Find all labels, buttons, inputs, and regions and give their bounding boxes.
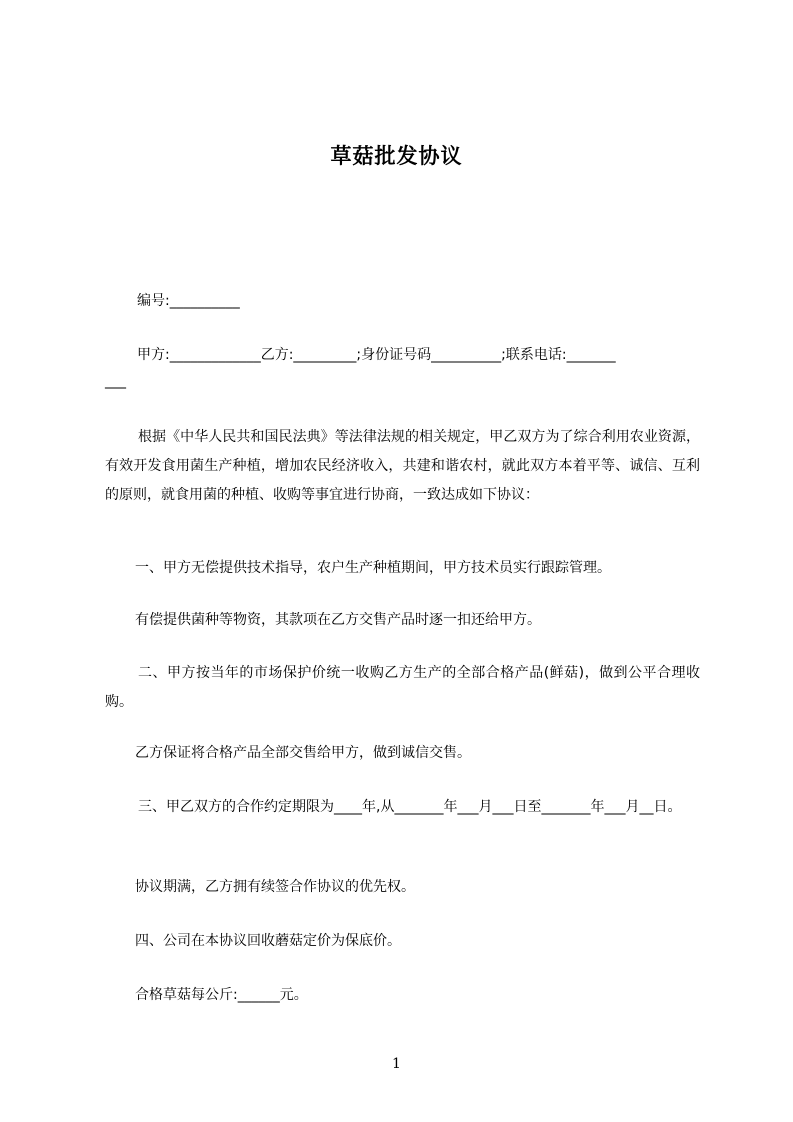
clause-1-supplement: 有偿提供菌种等物资，其款项在乙方交售产品时逐一扣还给甲方。 [135, 612, 541, 628]
clause-2-supplement: 乙方保证将合格产品全部交售给甲方，做到诚信交售。 [135, 745, 471, 761]
preamble-paragraph: 根据《中华人民共和国民法典》等法律法规的相关规定，甲乙双方为了综合利用农业资源，有效开发食用菌生产种植，增加农民经济收入，共建和谐农村，就此双方本着平等、诚信、互利的原则，就食用菌的种植、收购等事宜进行协商，一致达成如下协议： [105, 429, 700, 503]
number-line: 编号:__________ [137, 293, 240, 309]
page-number: 1 [392, 1056, 401, 1072]
clause-2: 二、甲方按当年的市场保护价统一收购乙方生产的全部合格产品(鲜菇)，做到公平合理收购。 [105, 665, 700, 710]
clause-4: 四、公司在本协议回收蘑菇定价为保底价。 [135, 933, 401, 949]
clause-3-supplement: 协议期满，乙方拥有续签合作协议的优先权。 [135, 879, 415, 895]
clause-4-price: 合格草菇每公斤:______元。 [135, 987, 308, 1003]
parties-line: 甲方:_____________乙方:_________;身份证号码__________;联系电话:_______ [137, 347, 616, 363]
clause-3: 三、甲乙双方的合作约定期限为____年,从_______年___月___日至_______年___月__日。 [138, 799, 682, 815]
parties-line-continued: ___ [105, 373, 126, 389]
document-title: 草菇批发协议 [330, 144, 463, 168]
clause-1: 一、甲方无偿提供技术指导，农户生产种植期间，甲方技术员实行跟踪管理。 [135, 560, 611, 576]
